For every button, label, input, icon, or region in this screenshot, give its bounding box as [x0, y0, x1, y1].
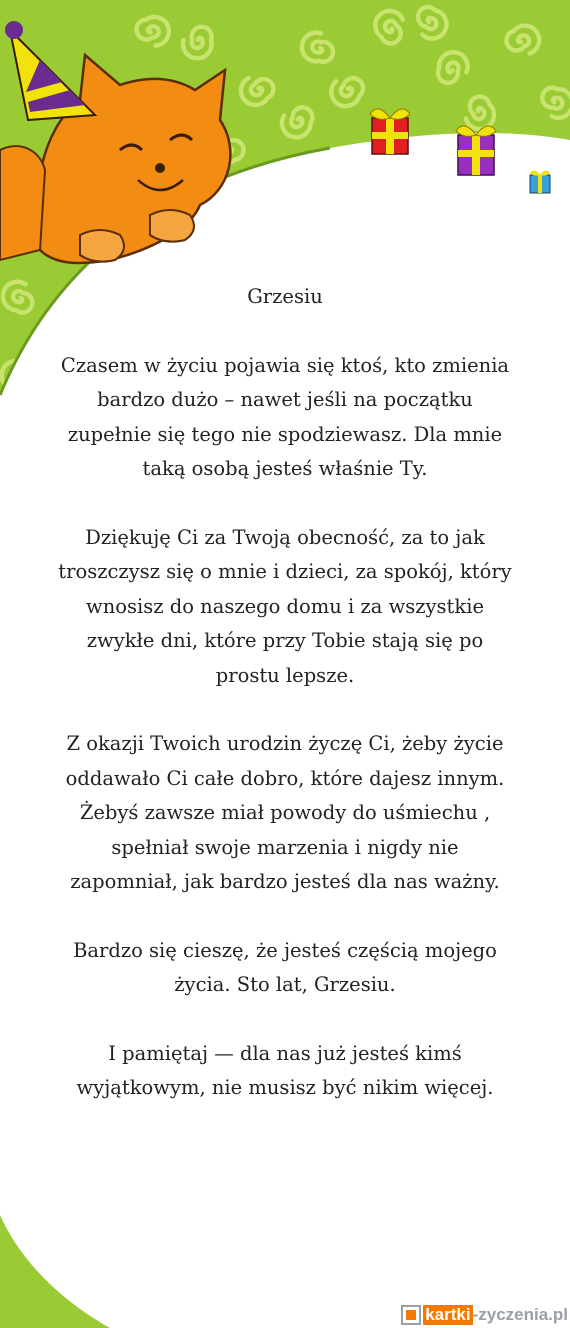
paragraph-2: Dziękuję Ci za Twoją obecność, za to jak troszczysz się o mnie i dzieci, za spokój, który wnosisz do naszego domu i za wszystkie zwykłe dni, które przy Tobie stają się po prostu lepsze.: [58, 525, 512, 687]
logo-icon: [401, 1305, 421, 1325]
paragraph-5: I pamiętaj — dla nas już jesteś kimś wyjątkowym, nie musisz być nikim więcej.: [76, 1041, 494, 1099]
greeting-line: Grzesiu: [247, 285, 323, 308]
site-logo[interactable]: [401, 1304, 568, 1326]
paragraph-3: Z okazji Twoich urodzin życzę Ci, żeby życie oddawało Ci całe dobro, które dajesz innym. Żebyś zawsze miał powody do uśmiechu , spełniał swoje marzenia i nigdy nie zapomniał, jak bardzo jesteś dla nas ważny.: [65, 732, 505, 893]
paragraph-1: Czasem w życiu pojawia się ktoś, kto zmienia bardzo dużo – nawet jeśli na początku zupełnie się tego nie spodziewasz. Dla mnie taką osobą jesteś właśnie Ty.: [60, 353, 510, 480]
logo-part-1: kartki: [425, 1305, 471, 1324]
paragraph-4: Bardzo się cieszę, że jesteś częścią mojego życia. Sto lat, Grzesiu.: [73, 938, 497, 996]
logo-part-2: -zyczenia.pl: [472, 1305, 568, 1324]
card-message: [55, 280, 515, 1140]
